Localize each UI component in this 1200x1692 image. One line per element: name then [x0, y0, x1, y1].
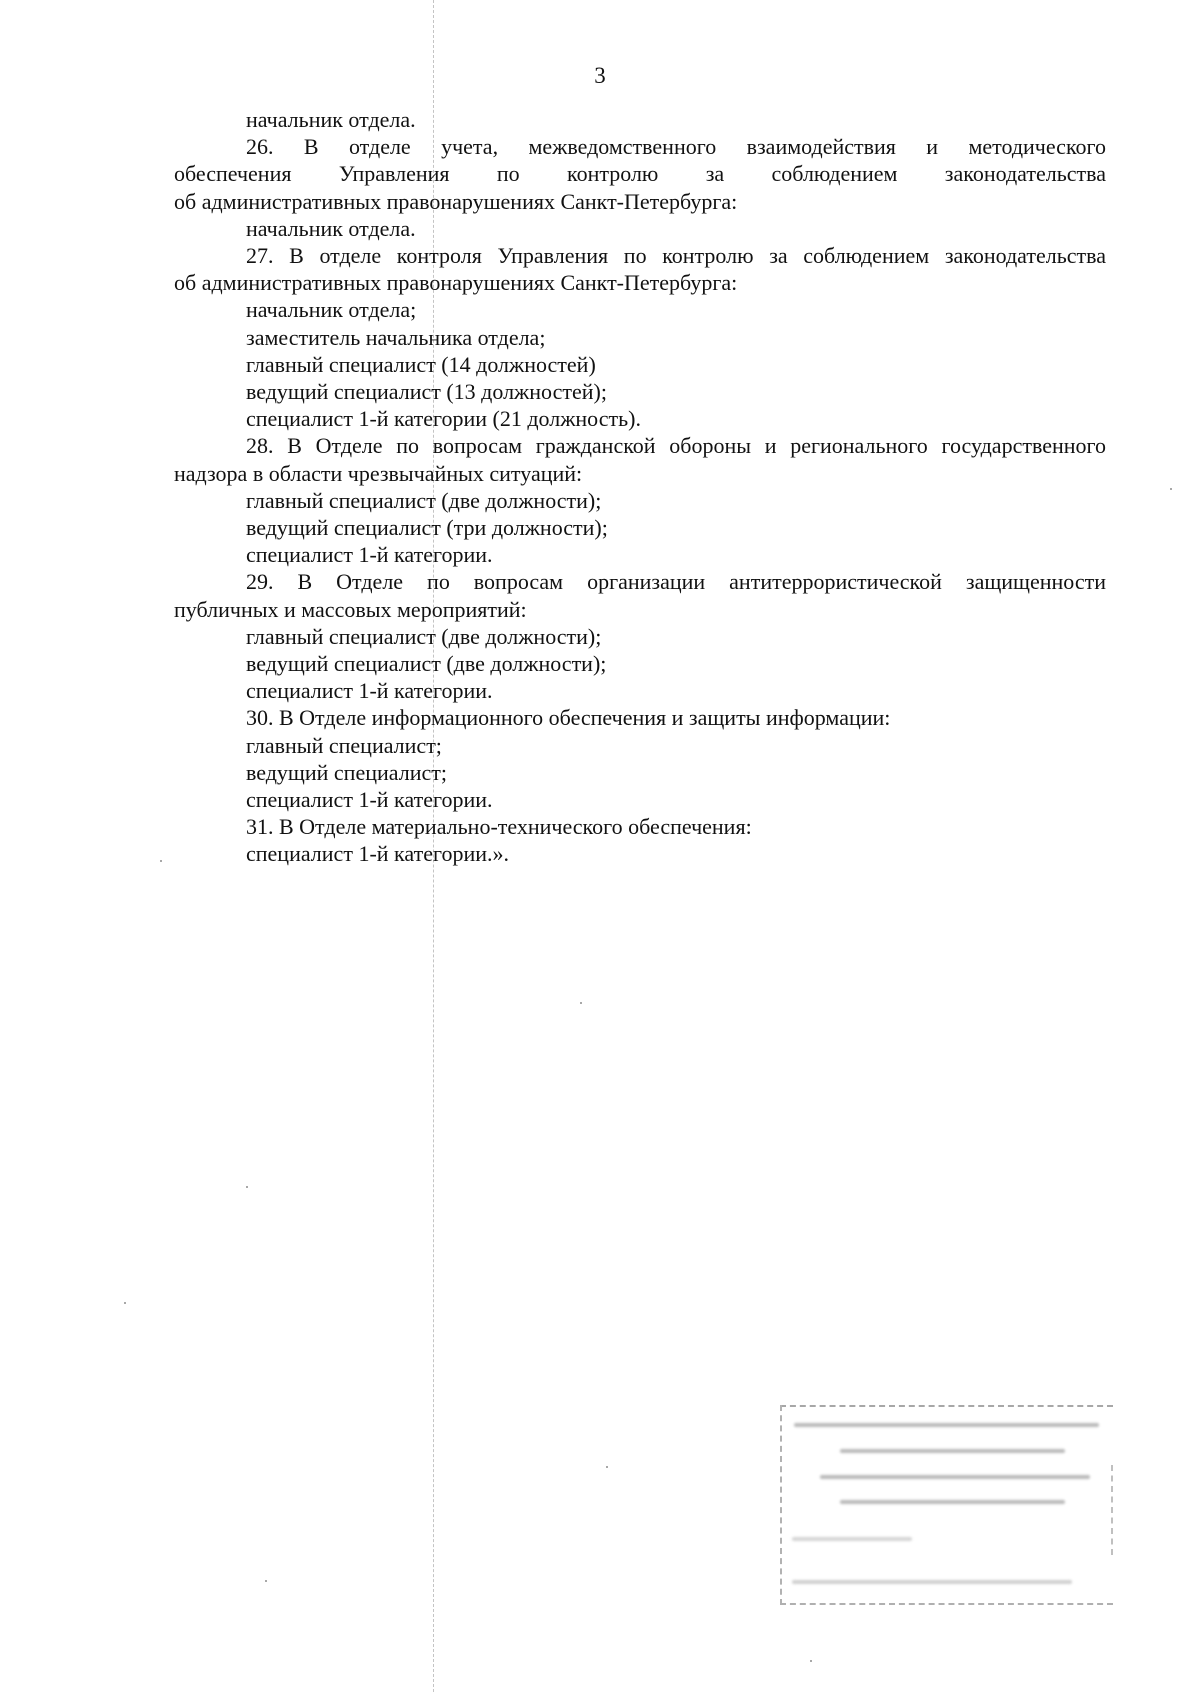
- stamp-line: [840, 1500, 1065, 1504]
- stamp-line: [794, 1423, 1099, 1427]
- scan-speck: [810, 1660, 812, 1662]
- text-line: главный специалист (две должности);: [246, 623, 602, 649]
- stamp-line: [820, 1475, 1090, 1479]
- text-line: об административных правонарушениях Санкт-Петербурга:: [174, 188, 738, 214]
- text-line: заместитель начальника отдела;: [246, 324, 546, 350]
- scan-speck: [606, 1466, 608, 1468]
- text-line: начальник отдела;: [246, 297, 417, 323]
- text-line: 28. В Отделе по вопросам гражданской обороны и регионального государственного: [246, 433, 1106, 459]
- stamp-signature-mark: [792, 1537, 912, 1541]
- scan-speck: [160, 860, 162, 862]
- text-line: публичных и массовых мероприятий:: [174, 596, 527, 622]
- text-line: главный специалист;: [246, 732, 442, 758]
- text-line: ведущий специалист (13 должностей);: [246, 379, 607, 405]
- text-line: 30. В Отделе информационного обеспечения и защиты информации:: [246, 705, 891, 731]
- text-line: об административных правонарушениях Санкт-Петербурга:: [174, 270, 738, 296]
- text-line: специалист 1-й категории.».: [246, 841, 509, 867]
- scan-speck: [1170, 488, 1172, 490]
- text-line: специалист 1-й категории.: [246, 678, 493, 704]
- text-line: ведущий специалист (три должности);: [246, 515, 608, 541]
- text-line: 26. В отделе учета, межведомственного взаимодействия и методического: [246, 134, 1106, 160]
- text-line: главный специалист (14 должностей): [246, 351, 596, 377]
- text-line: специалист 1-й категории (21 должность).: [246, 406, 641, 432]
- page-number: 3: [594, 63, 606, 88]
- scan-speck: [265, 1580, 267, 1582]
- scan-speck: [246, 1186, 248, 1188]
- text-line: 29. В Отделе по вопросам организации антитеррористической защищенности: [246, 569, 1106, 595]
- text-line: специалист 1-й категории.: [246, 787, 493, 813]
- certification-stamp-icon: [780, 1405, 1113, 1605]
- text-line: ведущий специалист;: [246, 759, 447, 785]
- text-line: начальник отдела.: [246, 107, 416, 132]
- text-line: начальник отдела.: [246, 215, 416, 241]
- stamp-line: [840, 1449, 1065, 1453]
- text-line: 31. В Отделе материально-технического обеспечения:: [246, 814, 752, 840]
- text-line: главный специалист (две должности);: [246, 487, 602, 513]
- scan-speck: [124, 1302, 126, 1304]
- scan-speck: [580, 1002, 582, 1004]
- stamp-frame: [780, 1405, 1113, 1407]
- text-line: надзора в области чрезвычайных ситуаций:: [174, 460, 583, 486]
- text-line: обеспечения Управления по контролю за соблюдением законодательства: [174, 161, 1106, 187]
- document-body: [174, 106, 1106, 868]
- stamp-line: [792, 1580, 1072, 1584]
- text-line: ведущий специалист (две должности);: [246, 651, 607, 677]
- text-line: 27. В отделе контроля Управления по контролю за соблюдением законодательства: [246, 243, 1106, 269]
- text-line: специалист 1-й категории.: [246, 542, 493, 568]
